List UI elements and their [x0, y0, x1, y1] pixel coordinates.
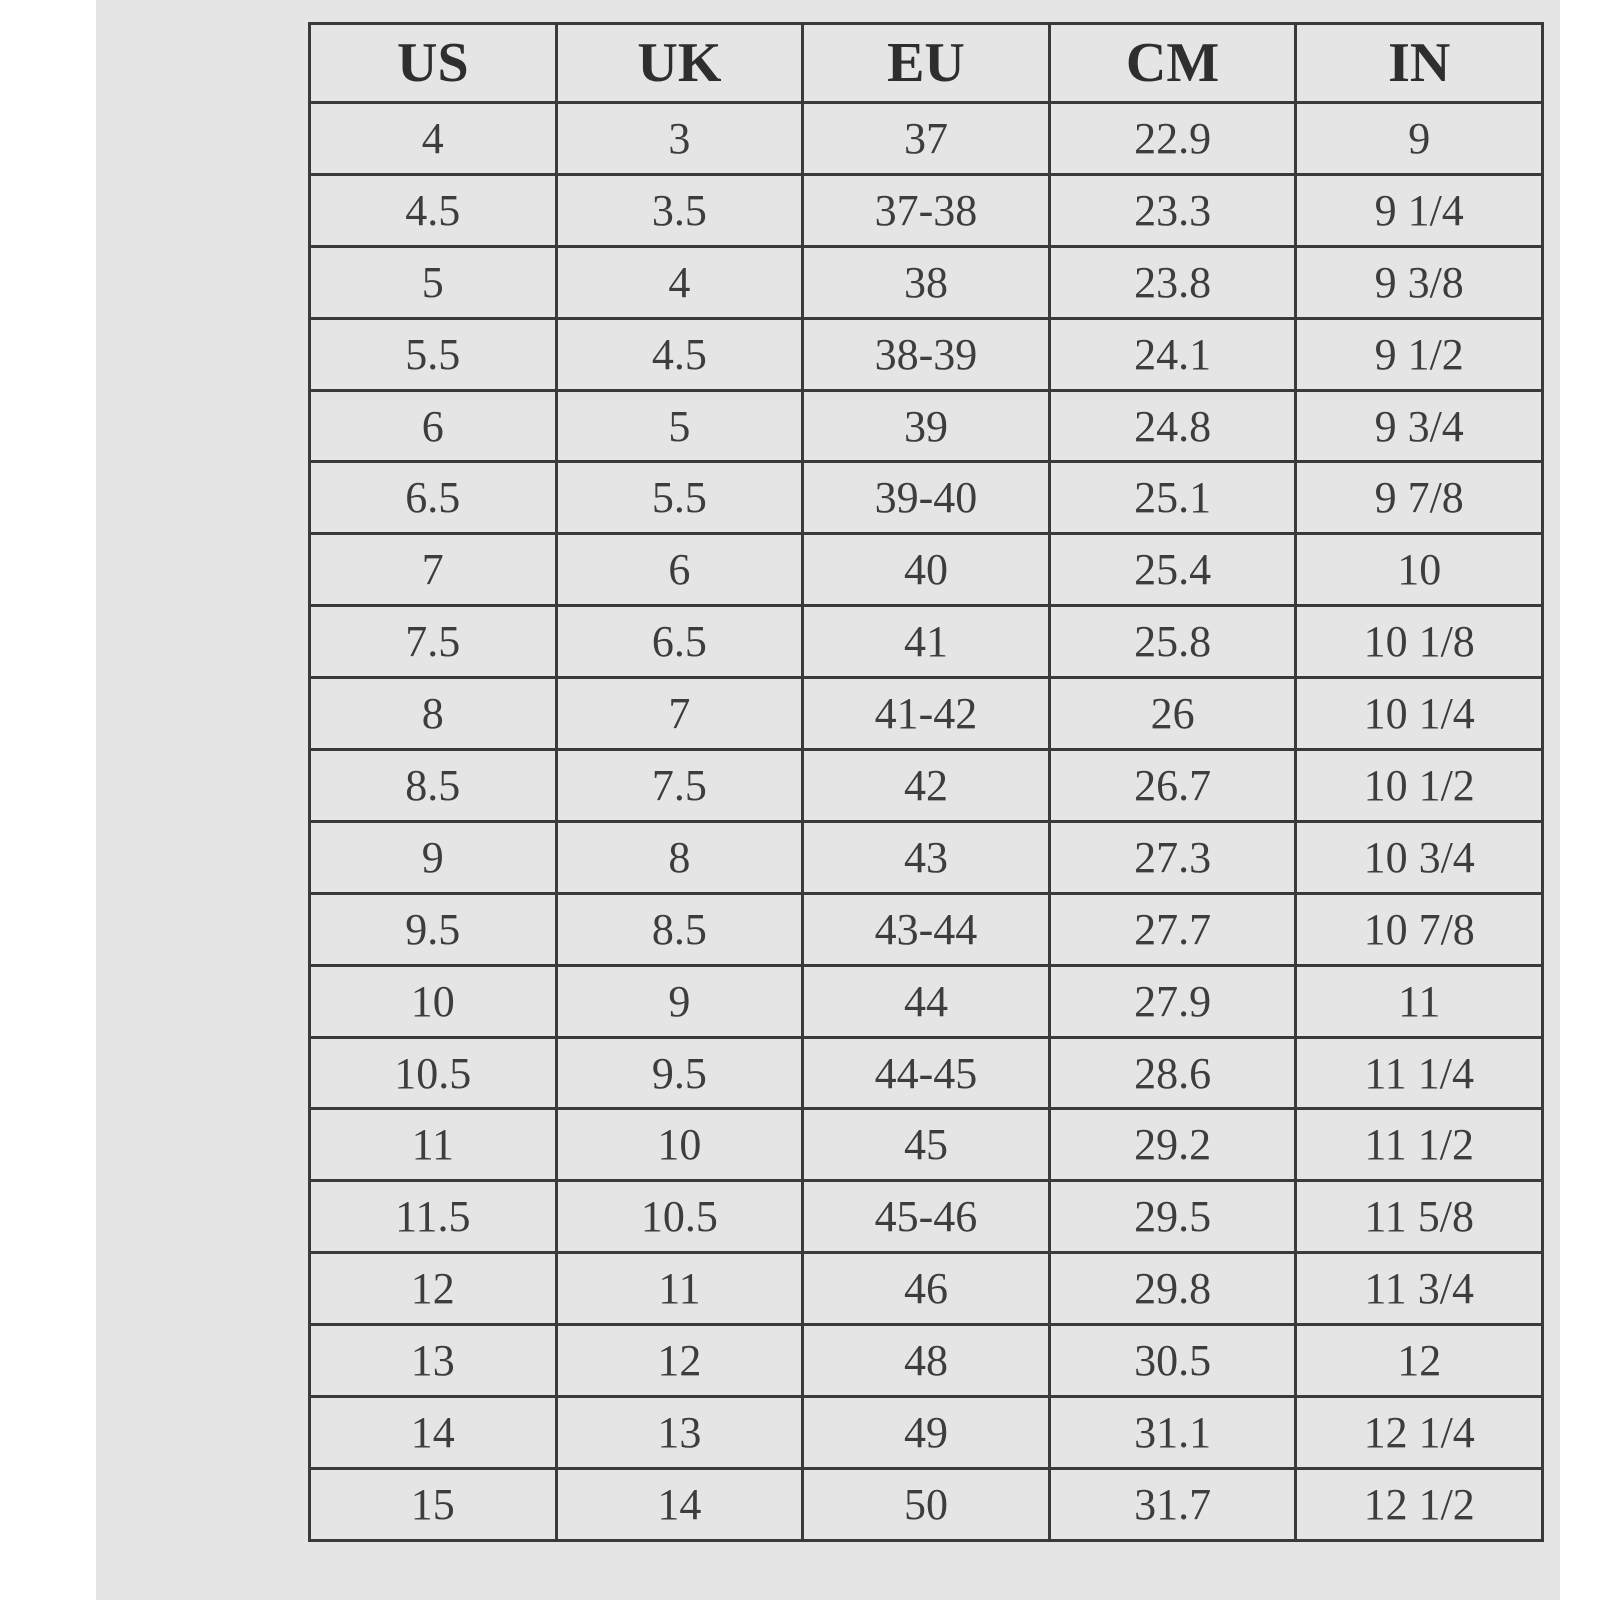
header-in: IN — [1296, 24, 1543, 103]
cell-cm: 29.2 — [1049, 1109, 1296, 1181]
cell-cm: 26 — [1049, 678, 1296, 750]
cell-in: 10 1/8 — [1296, 606, 1543, 678]
cell-uk: 4 — [556, 246, 803, 318]
cell-in: 11 5/8 — [1296, 1181, 1543, 1253]
cell-eu: 39 — [803, 390, 1050, 462]
cell-us: 11.5 — [310, 1181, 557, 1253]
cell-eu: 43 — [803, 821, 1050, 893]
table-row — [310, 318, 1543, 390]
cell-uk: 5 — [556, 390, 803, 462]
table-row — [310, 1253, 1543, 1325]
cell-in: 9 3/8 — [1296, 246, 1543, 318]
cell-eu: 45-46 — [803, 1181, 1050, 1253]
cell-cm: 22.9 — [1049, 103, 1296, 175]
cell-us: 4.5 — [310, 174, 557, 246]
cell-cm: 24.1 — [1049, 318, 1296, 390]
cell-cm: 31.1 — [1049, 1397, 1296, 1469]
table-row — [310, 893, 1543, 965]
cell-in: 12 1/2 — [1296, 1468, 1543, 1540]
cell-eu: 48 — [803, 1325, 1050, 1397]
cell-eu: 38-39 — [803, 318, 1050, 390]
cell-in: 11 1/4 — [1296, 1037, 1543, 1109]
table-row — [310, 1109, 1543, 1181]
table-row — [310, 103, 1543, 175]
cell-in: 12 1/4 — [1296, 1397, 1543, 1469]
cell-cm: 29.5 — [1049, 1181, 1296, 1253]
cell-in: 9 1/2 — [1296, 318, 1543, 390]
table-row — [310, 965, 1543, 1037]
table-row — [310, 534, 1543, 606]
table-row — [310, 606, 1543, 678]
cell-us: 8 — [310, 678, 557, 750]
cell-eu: 42 — [803, 750, 1050, 822]
table-body — [310, 103, 1543, 1541]
cell-in: 9 — [1296, 103, 1543, 175]
cell-in: 10 1/4 — [1296, 678, 1543, 750]
cell-uk: 8.5 — [556, 893, 803, 965]
cell-cm: 31.7 — [1049, 1468, 1296, 1540]
cell-cm: 25.4 — [1049, 534, 1296, 606]
cell-uk: 9.5 — [556, 1037, 803, 1109]
table-row — [310, 1181, 1543, 1253]
cell-us: 9.5 — [310, 893, 557, 965]
cell-cm: 27.9 — [1049, 965, 1296, 1037]
cell-in: 10 7/8 — [1296, 893, 1543, 965]
cell-us: 10.5 — [310, 1037, 557, 1109]
cell-us: 15 — [310, 1468, 557, 1540]
cell-uk: 5.5 — [556, 462, 803, 534]
cell-us: 7.5 — [310, 606, 557, 678]
cell-us: 9 — [310, 821, 557, 893]
cell-uk: 7 — [556, 678, 803, 750]
header-uk: UK — [556, 24, 803, 103]
table-row — [310, 1325, 1543, 1397]
cell-uk: 9 — [556, 965, 803, 1037]
cell-eu: 39-40 — [803, 462, 1050, 534]
cell-us: 5.5 — [310, 318, 557, 390]
table-row — [310, 1468, 1543, 1540]
cell-eu: 45 — [803, 1109, 1050, 1181]
table-row — [310, 1037, 1543, 1109]
cell-uk: 13 — [556, 1397, 803, 1469]
cell-us: 7 — [310, 534, 557, 606]
cell-eu: 49 — [803, 1397, 1050, 1469]
cell-eu: 44 — [803, 965, 1050, 1037]
cell-in: 9 7/8 — [1296, 462, 1543, 534]
cell-eu: 37 — [803, 103, 1050, 175]
table-row — [310, 390, 1543, 462]
cell-uk: 11 — [556, 1253, 803, 1325]
cell-uk: 12 — [556, 1325, 803, 1397]
cell-us: 6 — [310, 390, 557, 462]
cell-in: 11 3/4 — [1296, 1253, 1543, 1325]
cell-uk: 3 — [556, 103, 803, 175]
header-cm: CM — [1049, 24, 1296, 103]
cell-us: 14 — [310, 1397, 557, 1469]
table-row — [310, 750, 1543, 822]
cell-uk: 10 — [556, 1109, 803, 1181]
cell-eu: 38 — [803, 246, 1050, 318]
cell-uk: 6.5 — [556, 606, 803, 678]
cell-us: 11 — [310, 1109, 557, 1181]
cell-eu: 41 — [803, 606, 1050, 678]
cell-eu: 43-44 — [803, 893, 1050, 965]
table-row — [310, 246, 1543, 318]
cell-cm: 23.3 — [1049, 174, 1296, 246]
cell-eu: 37-38 — [803, 174, 1050, 246]
cell-uk: 14 — [556, 1468, 803, 1540]
cell-cm: 24.8 — [1049, 390, 1296, 462]
cell-in: 10 3/4 — [1296, 821, 1543, 893]
cell-uk: 3.5 — [556, 174, 803, 246]
cell-cm: 29.8 — [1049, 1253, 1296, 1325]
cell-eu: 41-42 — [803, 678, 1050, 750]
cell-in: 11 1/2 — [1296, 1109, 1543, 1181]
cell-in: 11 — [1296, 965, 1543, 1037]
cell-us: 5 — [310, 246, 557, 318]
cell-in: 12 — [1296, 1325, 1543, 1397]
size-chart-panel — [96, 0, 1560, 1600]
cell-us: 13 — [310, 1325, 557, 1397]
cell-cm: 27.7 — [1049, 893, 1296, 965]
cell-in: 10 1/2 — [1296, 750, 1543, 822]
cell-cm: 26.7 — [1049, 750, 1296, 822]
cell-eu: 50 — [803, 1468, 1050, 1540]
cell-uk: 10.5 — [556, 1181, 803, 1253]
table-row — [310, 462, 1543, 534]
table-row — [310, 678, 1543, 750]
cell-cm: 25.1 — [1049, 462, 1296, 534]
cell-cm: 30.5 — [1049, 1325, 1296, 1397]
header-us: US — [310, 24, 557, 103]
cell-uk: 6 — [556, 534, 803, 606]
cell-eu: 40 — [803, 534, 1050, 606]
cell-us: 8.5 — [310, 750, 557, 822]
cell-in: 9 1/4 — [1296, 174, 1543, 246]
cell-uk: 7.5 — [556, 750, 803, 822]
cell-us: 10 — [310, 965, 557, 1037]
cell-in: 10 — [1296, 534, 1543, 606]
cell-eu: 44-45 — [803, 1037, 1050, 1109]
header-eu: EU — [803, 24, 1050, 103]
cell-us: 4 — [310, 103, 557, 175]
cell-uk: 4.5 — [556, 318, 803, 390]
cell-cm: 28.6 — [1049, 1037, 1296, 1109]
table-row — [310, 821, 1543, 893]
cell-eu: 46 — [803, 1253, 1050, 1325]
cell-uk: 8 — [556, 821, 803, 893]
cell-cm: 25.8 — [1049, 606, 1296, 678]
table-row — [310, 1397, 1543, 1469]
cell-cm: 27.3 — [1049, 821, 1296, 893]
cell-cm: 23.8 — [1049, 246, 1296, 318]
header-row — [310, 24, 1543, 103]
cell-in: 9 3/4 — [1296, 390, 1543, 462]
size-conversion-table — [308, 22, 1544, 1542]
cell-us: 6.5 — [310, 462, 557, 534]
cell-us: 12 — [310, 1253, 557, 1325]
table-row — [310, 174, 1543, 246]
